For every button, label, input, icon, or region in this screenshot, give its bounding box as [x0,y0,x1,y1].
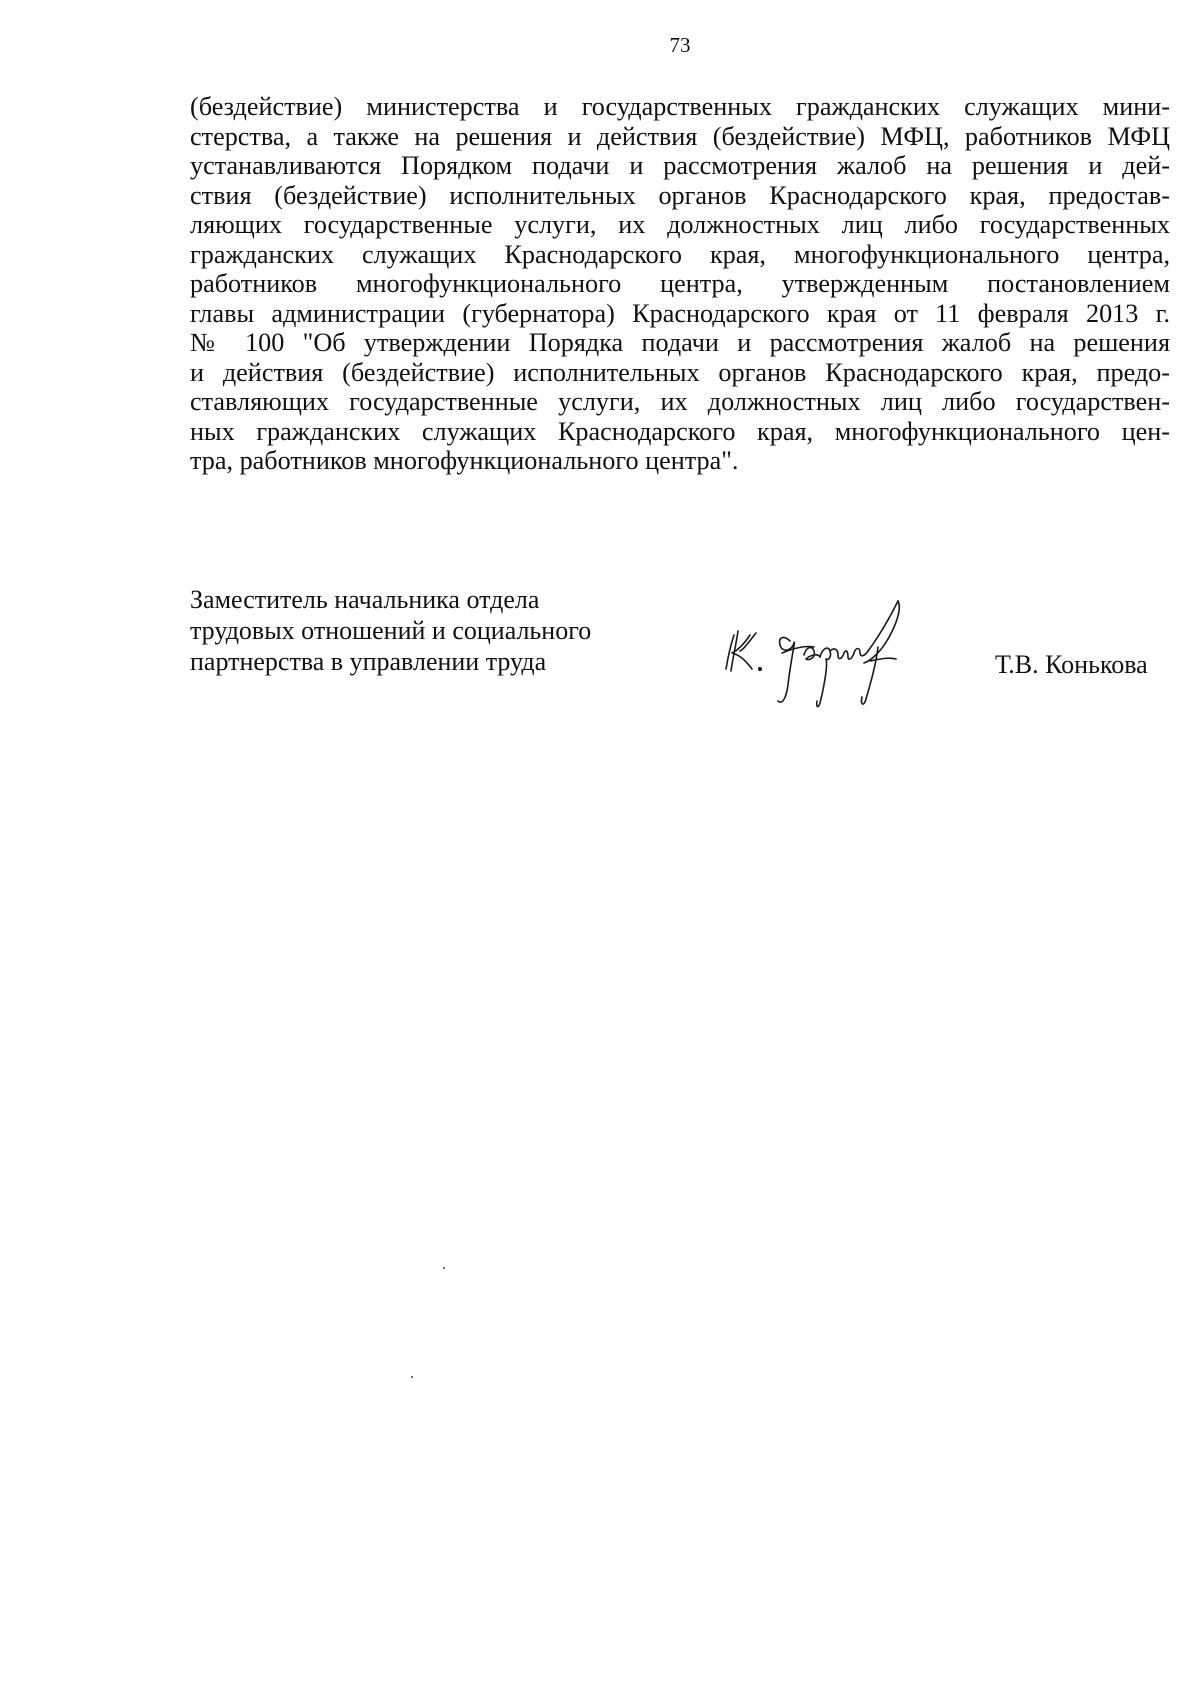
body-line: тра, работников многофункционального центра". [190,446,739,475]
position-line: Заместитель начальника отдела [190,585,540,614]
body-line: № 100 "Об утверждении Порядка подачи и рассмотрения жалоб на решения [190,328,1170,357]
body-line: (бездействие) министерства и государственных гражданских служащих мини- [190,92,1170,121]
page-number: 73 [669,33,691,57]
body-line: главы администрации (губернатора) Краснодарского края от 11 февраля 2013 г. [190,298,1170,328]
handwritten-signature-icon [720,595,930,715]
body-line: ставляющих государственные услуги, их должностных лиц либо государствен- [190,387,1170,416]
body-line: ных гражданских служащих Краснодарского края, многофункционального цен- [190,416,1170,446]
position-line: трудовых отношений и социального [190,616,592,645]
body-line: ляющих государственные услуги, их должностных лиц либо государственных [190,210,1170,239]
signatory-position [190,584,591,677]
body-line: работников многофункционального центра, утвержденным постановлением [190,269,1170,298]
body-line: устанавливаются Порядком подачи и рассмотрения жалоб на решения и дей- [190,151,1170,180]
body-line: гражданских служащих Краснодарского края, многофункционального центра, [190,239,1170,269]
body-paragraph [190,92,1170,476]
body-line: стерства, а также на решения и действия (бездействие) МФЦ, работников МФЦ [190,121,1170,151]
body-line: и действия (бездействие) исполнительных органов Краснодарского края, предо- [190,357,1170,387]
scan-speck [443,1267,445,1269]
position-line: партнерства в управлении труда [190,647,547,676]
body-line: ствия (бездействие) исполнительных органов Краснодарского края, предостав- [190,180,1170,210]
scan-speck [411,1376,413,1378]
signatory-name: Т.В. Конькова [995,650,1148,679]
